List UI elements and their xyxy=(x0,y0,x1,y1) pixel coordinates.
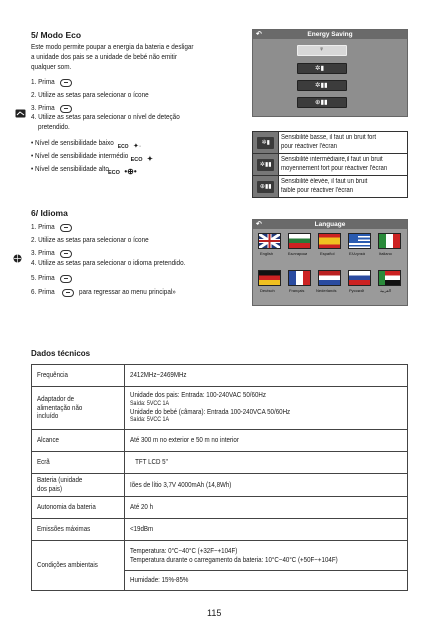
page-number: 115 xyxy=(207,608,222,618)
flag-bulgarian[interactable] xyxy=(288,233,311,249)
eco-label: ECO xyxy=(130,157,143,163)
energy-option-off[interactable] xyxy=(297,45,347,56)
flag-russian[interactable] xyxy=(348,270,371,286)
spec-value: 2412MHz~2469MHz xyxy=(125,365,408,387)
eco-step-1: 1. Prima xyxy=(31,74,72,92)
sensitivity-mid-thumbnail: ✲▮▮ xyxy=(253,154,279,176)
spec-value: Iões de lítio 3,7V 4000mAh (14,8Wh) xyxy=(125,474,408,497)
eco-bullet-mid: • Nível de sensibilidade intermédio ECO ✦ xyxy=(31,151,153,163)
eco-step-4-cont: pretendido. xyxy=(38,122,70,131)
spec-row-autonomy xyxy=(32,497,408,519)
spec-row-screen xyxy=(32,452,408,474)
eco-section-title: 5/ Modo Eco xyxy=(31,30,82,40)
language-step-2: 2. Utilize as setas para selecionar o ícone xyxy=(31,232,168,268)
language-step-1: 1. Prima xyxy=(31,219,72,237)
energy-option-low[interactable] xyxy=(297,63,347,74)
flag-french[interactable] xyxy=(288,270,311,286)
flag-english[interactable] xyxy=(258,233,281,249)
eco-step-4: 4. Utilize as setas para selecionar o nível de deteção xyxy=(31,112,180,121)
globe-icon xyxy=(13,254,22,263)
spec-row-environment xyxy=(32,541,408,571)
sensitivity-mid-icon: ✲▮▮ xyxy=(315,82,328,89)
back-key-icon xyxy=(62,289,74,297)
spec-row-battery xyxy=(32,474,408,497)
spec-value: Até 300 m no exterior e 50 m no interior xyxy=(125,430,408,452)
specs-table xyxy=(31,364,408,591)
language-section-title: 6/ Idioma xyxy=(31,208,68,218)
sensitivity-row-high: ⊕▮▮ Sensibilité élevée, il faut un bruit faible pour réactiver l'écran xyxy=(253,176,408,198)
sensitivity-low-icon: ✲▮ xyxy=(315,65,325,72)
flag-greek[interactable] xyxy=(348,233,371,249)
eco-step-3: 3. Prima xyxy=(31,100,72,118)
language-step-6: 6. Prima para regressar ao menu principal» xyxy=(31,287,176,297)
flag-spanish[interactable] xyxy=(318,233,341,249)
eco-label: ECO xyxy=(117,144,129,150)
eco-label: ECO xyxy=(107,170,120,176)
eco-intro-line-3: qualquer som. xyxy=(31,62,72,71)
eco-bullet-high: • Nível de sensibilidade alto ECO •⊕• xyxy=(31,164,137,176)
spec-label: Bateria (unidade dos pais) xyxy=(32,474,125,497)
spec-label: Emissões máximas xyxy=(32,519,125,541)
sensitivity-row-low: ✲▮ Sensibilité basse, il faut un bruit fort pour réactiver l'écran xyxy=(253,132,408,154)
spec-value: Humidade: 15%-85% xyxy=(125,571,408,591)
ok-key-icon xyxy=(60,275,72,283)
flag-italian[interactable] xyxy=(378,233,401,249)
sensitivity-table xyxy=(252,131,408,198)
energy-saving-title-bar: ↶ Energy Saving xyxy=(253,30,407,39)
energy-option-high[interactable] xyxy=(297,97,347,108)
sensitivity-high-icon: •⊕• xyxy=(124,167,137,176)
sensitivity-low-thumbnail: ✲▮ xyxy=(253,132,279,154)
sensitivity-high-icon: ⊕▮▮ xyxy=(315,99,328,106)
spec-row-range xyxy=(32,430,408,452)
spec-value: TFT LCD 5" xyxy=(125,452,408,474)
spec-label: Frequência xyxy=(32,365,125,387)
spec-label: Adaptador de alimentação não incluído xyxy=(32,387,125,430)
sensitivity-row-mid: ✲▮▮ Sensibilité intermédiaire,il faut un bruit moyennement fort pour réactiver l'écran xyxy=(253,154,408,176)
sensitivity-low-icon: ✦· xyxy=(133,143,142,150)
spec-value: Unidade dos pais: Entrada: 100-240VAC 50/60Hz Saída: 5VCC 1A Unidade do bebé (câmara): Entrada 100-240VCA 50/60Hz Saída: 5VCC 1A xyxy=(125,387,408,430)
eco-mode-icon xyxy=(15,109,26,118)
language-step-4: 4. Utilize as setas para selecionar o idioma pretendido. xyxy=(31,258,186,267)
spec-label: Alcance xyxy=(32,430,125,452)
sensitivity-high-thumbnail: ⊕▮▮ xyxy=(253,176,279,198)
language-screen: ↶ Language English Български Español Ελληνικά Italiano Deutsch Français Nederlands Русский العربية xyxy=(252,219,408,306)
eco-intro-line-2: a unidade dos pais se a unidade de bebé não emitir xyxy=(31,52,177,61)
eco-bullet-low: • Nível de sensibilidade baixo ECO ✦· xyxy=(31,138,142,150)
bulb-icon: ♀ xyxy=(319,46,325,53)
spec-label: Ecrã xyxy=(32,452,125,474)
spec-label: Condições ambientais xyxy=(32,541,125,591)
language-step-5: 5. Prima xyxy=(31,270,72,288)
ok-key-icon xyxy=(60,250,72,258)
back-arrow-icon: ↶ xyxy=(256,221,262,228)
spec-label: Autonomia da bateria xyxy=(32,497,125,519)
sensitivity-mid-icon: ✦ xyxy=(146,156,153,163)
spec-row-frequency xyxy=(32,365,408,387)
flag-arabic[interactable] xyxy=(378,270,401,286)
spec-value: Até 20 h xyxy=(125,497,408,519)
language-step-3: 3. Prima xyxy=(31,245,72,263)
ok-key-icon xyxy=(60,224,72,232)
energy-option-mid[interactable] xyxy=(297,80,347,91)
spec-row-emissions xyxy=(32,519,408,541)
specs-title: Dados técnicos xyxy=(31,349,91,358)
language-title-bar: ↶ Language xyxy=(253,220,407,229)
spec-value: Temperatura: 0°C~40°C (+32F~+104F) Temperatura durante o carregamento da bateria: 10°C~40°C (+50F~+104F) xyxy=(125,541,408,571)
flag-german[interactable] xyxy=(258,270,281,286)
eco-intro-line-1: Este modo permite poupar a energia da bateria e desligar xyxy=(31,42,194,51)
energy-saving-screen xyxy=(252,29,408,117)
spec-row-adapter xyxy=(32,387,408,430)
spec-value: <19dBm xyxy=(125,519,408,541)
ok-key-icon xyxy=(60,79,72,87)
back-arrow-icon: ↶ xyxy=(256,31,262,38)
flag-dutch[interactable] xyxy=(318,270,341,286)
eco-step-2: 2. Utilize as setas para selecionar o ícone xyxy=(31,87,168,123)
